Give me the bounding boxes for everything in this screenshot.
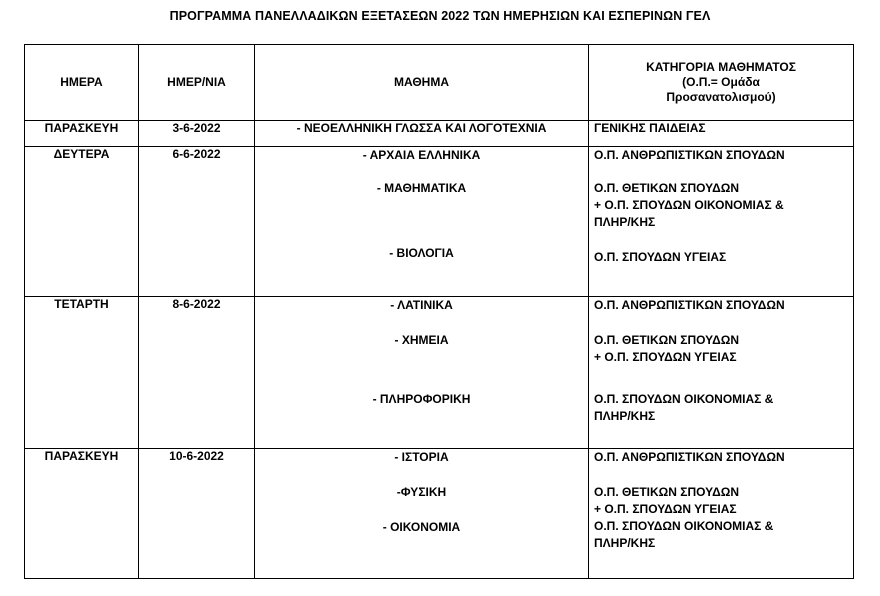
header-category [589, 45, 854, 121]
header-category-line: ΚΑΤΗΓΟΡΙΑ ΜΑΘΗΜΑΤΟΣ [646, 60, 796, 74]
exam-schedule-table [24, 44, 854, 579]
category-line: ΠΛΗΡ/ΚΗΣ [594, 536, 656, 550]
category-line: Ο.Π. ΣΠΟΥΔΩΝ ΥΓΕΙΑΣ [594, 250, 727, 264]
day-cell: ΤΕΤΑΡΤΗ [25, 297, 139, 449]
date-cell: 10-6-2022 [139, 449, 255, 579]
category-line: + Ο.Π. ΣΠΟΥΔΩΝ ΥΓΕΙΑΣ [594, 350, 737, 364]
table-row [25, 449, 854, 579]
subject-item: - ΝΕΟΕΛΛΗΝΙΚΗ ΓΛΩΣΣΑ ΚΑΙ ΛΟΓΟΤΕΧΝΙΑ [296, 121, 547, 135]
subject-cell [255, 297, 589, 449]
subject-item: - ΙΣΤΟΡΙΑ [394, 450, 449, 464]
category-line: Ο.Π. ΣΠΟΥΔΩΝ ΟΙΚΟΝΟΜΙΑΣ & [594, 392, 774, 406]
header-subject: ΜΑΘΗΜΑ [255, 45, 589, 121]
table-row [25, 121, 854, 147]
header-row [25, 45, 854, 121]
day-cell: ΠΑΡΑΣΚΕΥΗ [25, 121, 139, 147]
date-cell: 6-6-2022 [139, 147, 255, 297]
category-line: + Ο.Π. ΣΠΟΥΔΩΝ ΥΓΕΙΑΣ [594, 502, 737, 516]
header-category-line: (Ο.Π.= Ομάδα [682, 75, 760, 89]
category-line: Ο.Π. ΣΠΟΥΔΩΝ ΟΙΚΟΝΟΜΙΑΣ & [594, 519, 774, 533]
date-cell: 8-6-2022 [139, 297, 255, 449]
category-cell [589, 297, 854, 449]
category-line: Ο.Π. ΘΕΤΙΚΩΝ ΣΠΟΥΔΩΝ [594, 485, 739, 499]
table-row [25, 147, 854, 297]
header-category-line: Προσανατολισμού) [666, 90, 776, 104]
subject-cell [255, 449, 589, 579]
category-line: Ο.Π. ΑΝΘΡΩΠΙΣΤΙΚΩΝ ΣΠΟΥΔΩΝ [594, 298, 785, 312]
day-cell: ΠΑΡΑΣΚΕΥΗ [25, 449, 139, 579]
category-cell [589, 147, 854, 297]
category-line: Ο.Π. ΑΝΘΡΩΠΙΣΤΙΚΩΝ ΣΠΟΥΔΩΝ [594, 450, 785, 464]
category-line: ΠΛΗΡ/ΚΗΣ [594, 409, 656, 423]
date-cell: 3-6-2022 [139, 121, 255, 147]
category-line: Ο.Π. ΘΕΤΙΚΩΝ ΣΠΟΥΔΩΝ [594, 333, 739, 347]
category-cell [589, 449, 854, 579]
subject-item: - ΛΑΤΙΝΙΚΑ [390, 298, 453, 312]
category-item [594, 392, 848, 424]
category-item [594, 148, 848, 163]
category-item [594, 333, 848, 365]
category-item: ΓΕΝΙΚΗΣ ΠΑΙΔΕΙΑΣ [594, 121, 706, 135]
subject-item: - ΜΑΘΗΜΑΤΙΚΑ [376, 181, 467, 195]
subject-cell [255, 121, 589, 147]
category-item [594, 450, 848, 465]
header-date: ΗΜΕΡ/ΝΙΑ [139, 45, 255, 121]
category-item [594, 519, 848, 551]
category-item [594, 181, 848, 230]
category-line: + Ο.Π. ΣΠΟΥΔΩΝ ΟΙΚΟΝΟΜΙΑΣ & [594, 198, 784, 212]
category-line: Ο.Π. ΘΕΤΙΚΩΝ ΣΠΟΥΔΩΝ [594, 181, 739, 195]
subject-cell [255, 147, 589, 297]
subject-item: - ΧΗΜΕΙΑ [394, 333, 449, 347]
subject-item: - ΟΙΚΟΝΟΜΙΑ [382, 520, 461, 534]
day-cell: ΔΕΥΤΕΡΑ [25, 147, 139, 297]
header-day: ΗΜΕΡΑ [25, 45, 139, 121]
category-item [594, 250, 848, 265]
subject-item: - ΑΡΧΑΙΑ ΕΛΛΗΝΙΚΑ [362, 148, 481, 162]
document-title: ΠΡΟΓΡΑΜΜΑ ΠΑΝΕΛΛΑΔΙΚΩΝ ΕΞΕΤΑΣΕΩΝ 2022 ΤΩΝ ΗΜΕΡΗΣΙΩΝ ΚΑΙ ΕΣΠΕΡΙΝΩΝ ΓΕΛ [169, 9, 711, 23]
table-row [25, 297, 854, 449]
subject-item: -ΦΥΣΙΚΗ [396, 485, 447, 499]
category-line: ΠΛΗΡ/ΚΗΣ [594, 215, 656, 229]
category-item [594, 485, 848, 517]
subject-item: - ΒΙΟΛΟΓΙΑ [389, 246, 454, 260]
category-item [594, 298, 848, 313]
category-line: Ο.Π. ΑΝΘΡΩΠΙΣΤΙΚΩΝ ΣΠΟΥΔΩΝ [594, 148, 785, 162]
category-cell [589, 121, 854, 147]
subject-item: - ΠΛΗΡΟΦΟΡΙΚΗ [372, 392, 471, 406]
